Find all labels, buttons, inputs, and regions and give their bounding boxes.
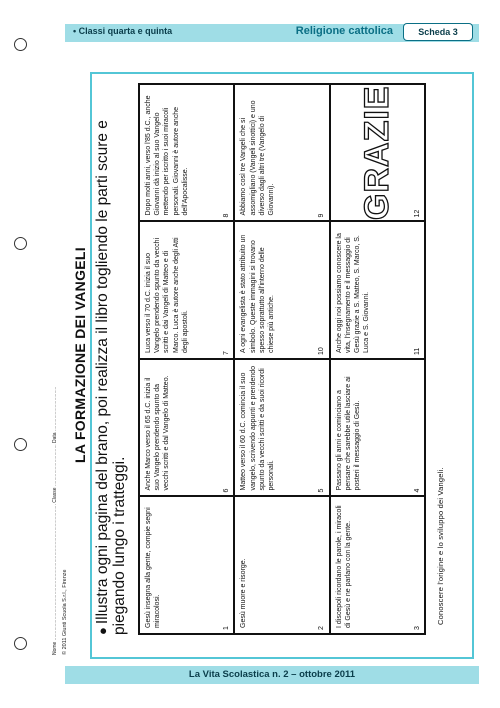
page-number: 1 <box>223 626 231 630</box>
subject-label: Religione cattolica <box>295 25 393 37</box>
booklet-page: Dopo molti anni, verso l'85 d.C., anche Giovanni dà inizio al suo Vangelo mettendo per iscritto i suoi miracoli personali. Giovanni è autore anche dell'Apocalisse. 8 <box>139 84 234 222</box>
page-number: 4 <box>413 488 421 493</box>
binder-hole <box>14 637 27 650</box>
page-number: 2 <box>318 626 326 630</box>
copyright: © 2011 Giunti Scuola S.r.l., Firenze <box>62 569 68 655</box>
booklet-page: Anche Marco verso il 65 d.C. inizia il suo Vangelo prendendo spunto da vecchi scritti e dal Vangelo di Matteo. 6 <box>139 359 234 497</box>
page-number: 7 <box>223 351 231 355</box>
page-number: 10 <box>318 347 326 355</box>
booklet-page: Anche oggi noi possiamo conoscere la vita, l'insegnamento e il messaggio di Gesù grazie a S. Matteo, S. Marco, S. Luca e S. Giovanni. 11 <box>330 222 425 360</box>
header-band <box>65 24 479 42</box>
name-label: Nome <box>52 641 58 655</box>
binder-hole <box>14 38 27 51</box>
booklet-page: Abbiamo così tre Vangeli che si assomigliano (Vangeli sinottici) e uno diverso dagli altri tre (Vangelo di Giovanni). 9 <box>234 84 329 222</box>
student-info-line: Nome .................................................................................................. Classe .............................. Data ................................ <box>52 386 58 655</box>
booklet-page: Matteo verso il 60 d.C. comincia il suo vangelo, scrivendo appunti e prendendo spunto da vecchi scritti e da suoi ricordi personali. 5 <box>234 359 329 497</box>
date-label: Data <box>52 432 58 443</box>
footer-band <box>65 666 479 684</box>
class-label: Classe <box>52 487 58 503</box>
objective-caption: Conoscere l'origine e lo sviluppo dei Vangeli. <box>436 467 445 625</box>
sheet-badge: Scheda 3 <box>403 23 473 41</box>
booklet-page: Gesù insegna alla gente, compie segni miracolosi. 1 <box>139 497 234 635</box>
booklet-page: Gesù muore e risorge. 2 <box>234 497 329 635</box>
page-number: 11 <box>413 347 421 355</box>
page-number: 8 <box>223 213 231 218</box>
binder-hole <box>14 438 27 451</box>
page-title: LA FORMAZIONE DEI VANGELI <box>72 247 88 463</box>
instruction-text: Illustra ogni pagina del brano, poi realizza il libro togliendo le parti scure e piegando lungo i tratteggi. <box>94 120 128 635</box>
page-number: 3 <box>413 626 421 630</box>
booklet-grid <box>138 83 426 635</box>
page-number: 9 <box>318 213 326 218</box>
booklet-page: Luca verso il 70 d.C. inizia il suo Vangelo prendendo spunto da vecchi scritti e dai Vangeli di Matteo e di Marco. Luca è autore anche degli Atti degli apostoli. 7 <box>139 222 234 360</box>
booklet-page: I discepoli ricordano le parole, i miracoli di Gesù e ne parlano con la gente. 3 <box>330 497 425 635</box>
page-number: 12 <box>413 209 421 218</box>
booklet-page: Passano gli anni e cominciano a pensare che sarebbe utile lasciare ai posteri il messaggio di Gesù. 4 <box>330 359 425 497</box>
booklet-page: A ogni evangelista è stato attribuito un simbolo. Queste immagini si trovano spesso soprattutto all'interno delle chiese più antiche. 10 <box>234 222 329 360</box>
booklet-page-grazie <box>330 84 425 222</box>
page-number: 6 <box>223 488 231 493</box>
instruction <box>94 80 128 635</box>
grazie-word: GRAZIE <box>357 85 396 220</box>
footer-text: La Vita Scolastica n. 2 – ottobre 2011 <box>188 669 356 680</box>
binder-hole <box>14 237 27 250</box>
worksheet-rotated <box>52 75 472 655</box>
bullet-icon: ● <box>95 627 110 635</box>
grade-label: • Classi quarta e quinta <box>73 26 173 36</box>
page-number: 5 <box>318 488 326 493</box>
